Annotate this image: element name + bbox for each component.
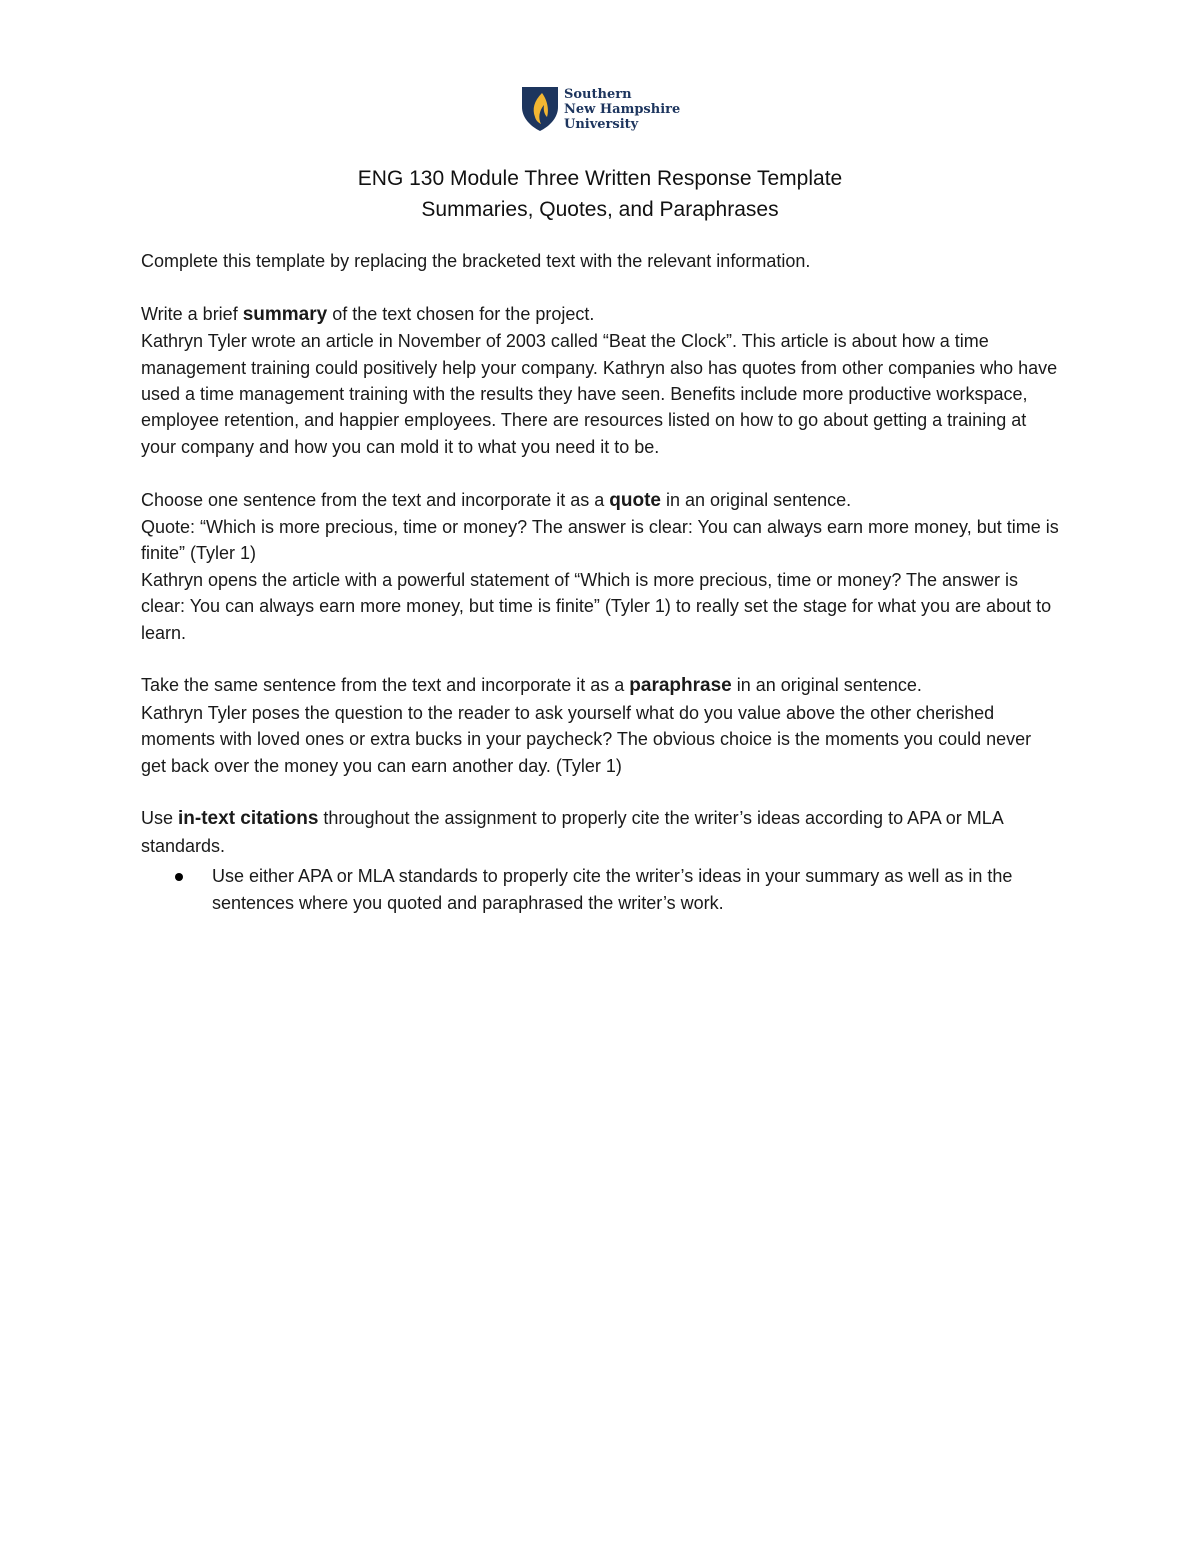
list-item	[212, 863, 1061, 916]
paraphrase-prompt-text-end: in an original sentence.	[731, 675, 922, 696]
bullet-icon	[175, 873, 183, 881]
quote-prompt	[141, 487, 1061, 514]
citation-prompt-text: Use	[141, 808, 179, 829]
quote-response: Kathryn opens the article with a powerful statement of “Which is more precious, time or money? The answer is clear: You can always earn more money, but time is finite” (Tyler 1) to really set the stage for what you are about to learn.	[141, 569, 1052, 643]
summary-prompt	[141, 301, 1061, 328]
citation-prompt-text-end: throughout the assignment to properly cite the writer’s ideas according to APA or MLA standards.	[141, 808, 1003, 856]
citation-bullet-list	[141, 863, 1061, 916]
paraphrase-response: Kathryn Tyler poses the question to the reader to ask yourself what do you value above the other cherished moments with loved ones or extra bucks in your paycheck? The obvious choice is the moments you could never get back over the money you can earn another day. (Tyler 1)	[141, 702, 1032, 776]
snhu-logo	[520, 84, 700, 134]
logo-line-3: University	[564, 116, 639, 132]
summary-response: Kathryn Tyler wrote an article in November of 2003 called “Beat the Clock”. This article is about how a time management training could positively help your company. Kathryn also has quotes from other companies who have used a time management training with the results they have seen. Benefits include more productive workspace, employee retention, and happier employees. There are resources listed on how to go about getting a training at your company and how you can mold it to what you need it to be.	[141, 331, 1058, 457]
bullet-text: Use either APA or MLA standards to properly cite the writer’s ideas in your summary as well as in the sentences where you quoted and paraphrased the writer’s work.	[212, 866, 1013, 913]
quote-keyword: quote	[609, 489, 661, 511]
logo-line-1: Southern	[564, 86, 632, 102]
summary-prompt-text-end: of the text chosen for the project.	[327, 303, 595, 324]
instructions: Complete this template by replacing the bracketed text with the relevant information.	[141, 251, 811, 271]
quote-text: Quote: “Which is more precious, time or money? The answer is clear: You can always earn more money, but time is finite” (Tyler 1)	[141, 517, 1059, 564]
summary-prompt-text: Write a brief	[141, 303, 243, 324]
citation-keyword: in-text citations	[178, 808, 319, 830]
logo-line-2: New Hampshire	[564, 101, 681, 117]
paraphrase-prompt-text: Take the same sentence from the text and incorporate it as a	[141, 675, 630, 696]
shield-flame-icon	[520, 85, 560, 133]
citation-prompt	[141, 805, 1061, 859]
document-title	[0, 163, 1200, 225]
document-body	[141, 248, 1061, 916]
quote-prompt-text-end: in an original sentence.	[661, 489, 852, 510]
paraphrase-keyword: paraphrase	[629, 675, 732, 697]
title-line-1: ENG 130 Module Three Written Response Template	[357, 167, 843, 190]
summary-keyword: summary	[242, 303, 328, 325]
logo-wordmark	[564, 87, 680, 132]
title-line-2: Summaries, Quotes, and Paraphrases	[421, 198, 779, 221]
quote-prompt-text: Choose one sentence from the text and incorporate it as a	[141, 489, 610, 510]
paraphrase-prompt	[141, 672, 1061, 699]
